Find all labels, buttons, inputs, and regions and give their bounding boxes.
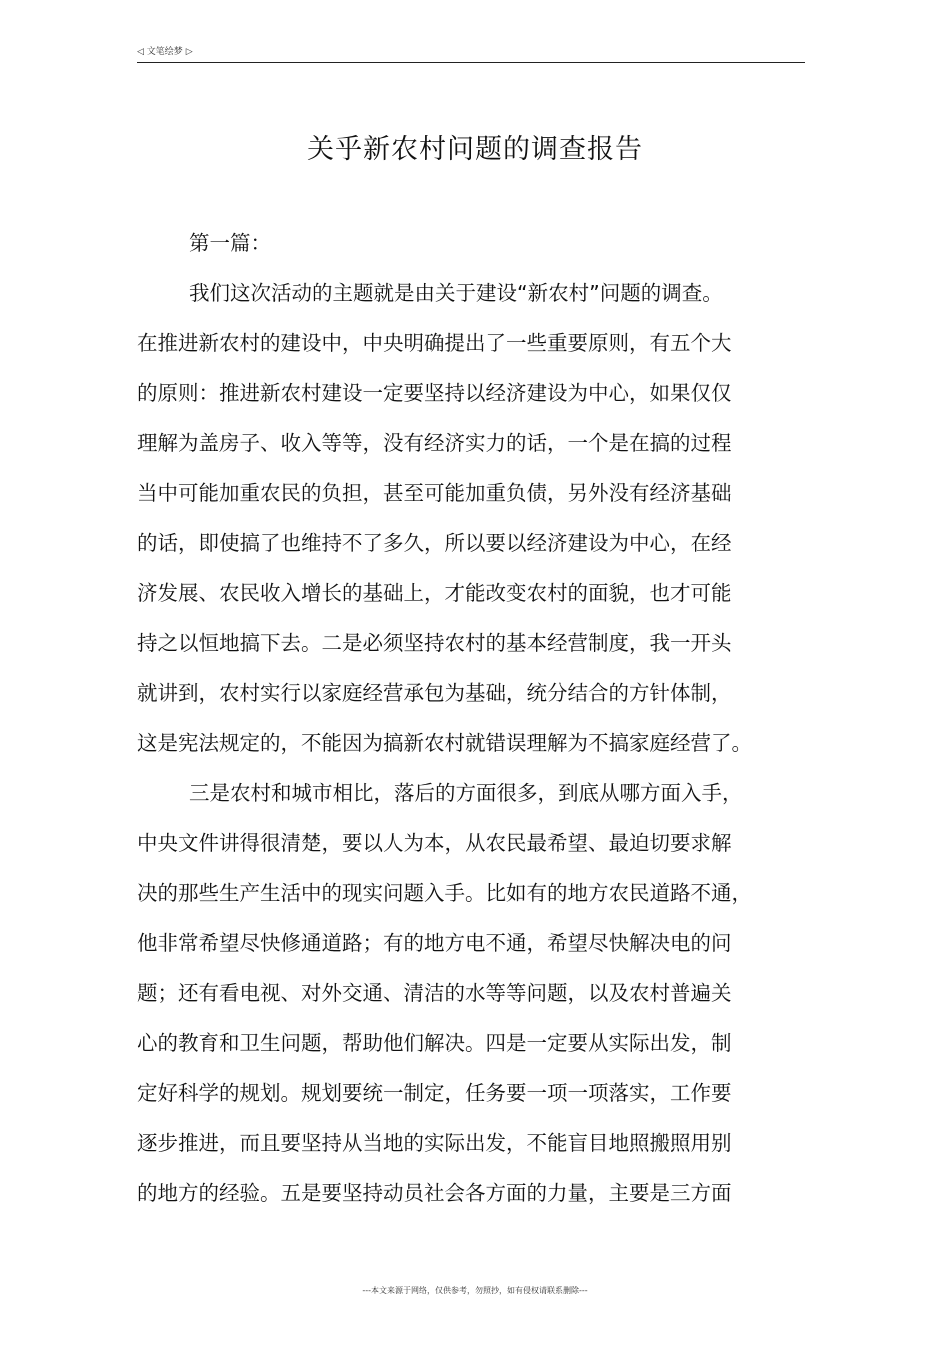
- text-line: 的地方的经验。五是要坚持动员社会各方面的力量，主要是三方面: [137, 1181, 732, 1205]
- text-line: 决的那些生产生活中的现实问题入手。比如有的地方农民道路不通，: [137, 881, 752, 905]
- text-line: 的话，即使搞了也维持不了多久，所以要以经济建设为中心，在经: [137, 531, 732, 555]
- paragraph-2: [137, 768, 805, 1218]
- text-line: 就讲到，农村实行以家庭经营承包为基础，统分结合的方针体制，: [137, 681, 732, 705]
- left-triangle-icon: ◁: [137, 47, 144, 57]
- text-line: 他非常希望尽快修通道路；有的地方电不通，希望尽快解决电的问: [137, 931, 732, 955]
- text-line: 我们这次活动的主题就是由关于建设“新农村”问题的调查。: [189, 281, 723, 305]
- section-heading: 第一篇：: [189, 231, 271, 255]
- right-triangle-icon: ▷: [185, 47, 193, 57]
- text-line: 当中可能加重农民的负担，甚至可能加重负债，另外没有经济基础: [137, 481, 732, 505]
- text-line: 中央文件讲得很清楚，要以人为本，从农民最希望、最迫切要求解: [137, 831, 732, 855]
- paragraph-1: [137, 268, 805, 768]
- text-line: 的原则：推进新农村建设一定要坚持以经济建设为中心，如果仅仅: [137, 381, 732, 405]
- text-line: 持之以恒地搞下去。二是必须坚持农村的基本经营制度，我一开头: [137, 631, 732, 655]
- document-body: [137, 218, 805, 1218]
- text-line: 三是农村和城市相比，落后的方面很多，到底从哪方面入手，: [189, 781, 743, 805]
- text-line: 这是宪法规定的，不能因为搞新农村就错误理解为不搞家庭经营了。: [137, 731, 752, 755]
- text-line: 济发展、农民收入增长的基础上，才能改变农村的面貌，也才可能: [137, 581, 732, 605]
- text-line: 心的教育和卫生问题，帮助他们解决。四是一定要从实际出发，制: [137, 1031, 732, 1055]
- header-brand: 文笔绘梦: [146, 47, 183, 57]
- text-line: 理解为盖房子、收入等等，没有经济实力的话，一个是在搞的过程: [137, 431, 732, 455]
- page-header: [137, 44, 805, 63]
- document-title: 关乎新农村问题的调查报告: [307, 134, 643, 165]
- text-line: 在推进新农村的建设中，中央明确提出了一些重要原则，有五个大: [137, 331, 732, 355]
- page-footer: ---本文来源于网络，仅供参考，勿照抄，如有侵权请联系删除---: [362, 1286, 588, 1295]
- text-line: 题；还有看电视、对外交通、清洁的水等等问题，以及农村普遍关: [137, 981, 732, 1005]
- text-line: 定好科学的规划。规划要统一制定，任务要一项一项落实，工作要: [137, 1081, 732, 1105]
- text-line: 逐步推进，而且要坚持从当地的实际出发，不能盲目地照搬照用别: [137, 1131, 732, 1155]
